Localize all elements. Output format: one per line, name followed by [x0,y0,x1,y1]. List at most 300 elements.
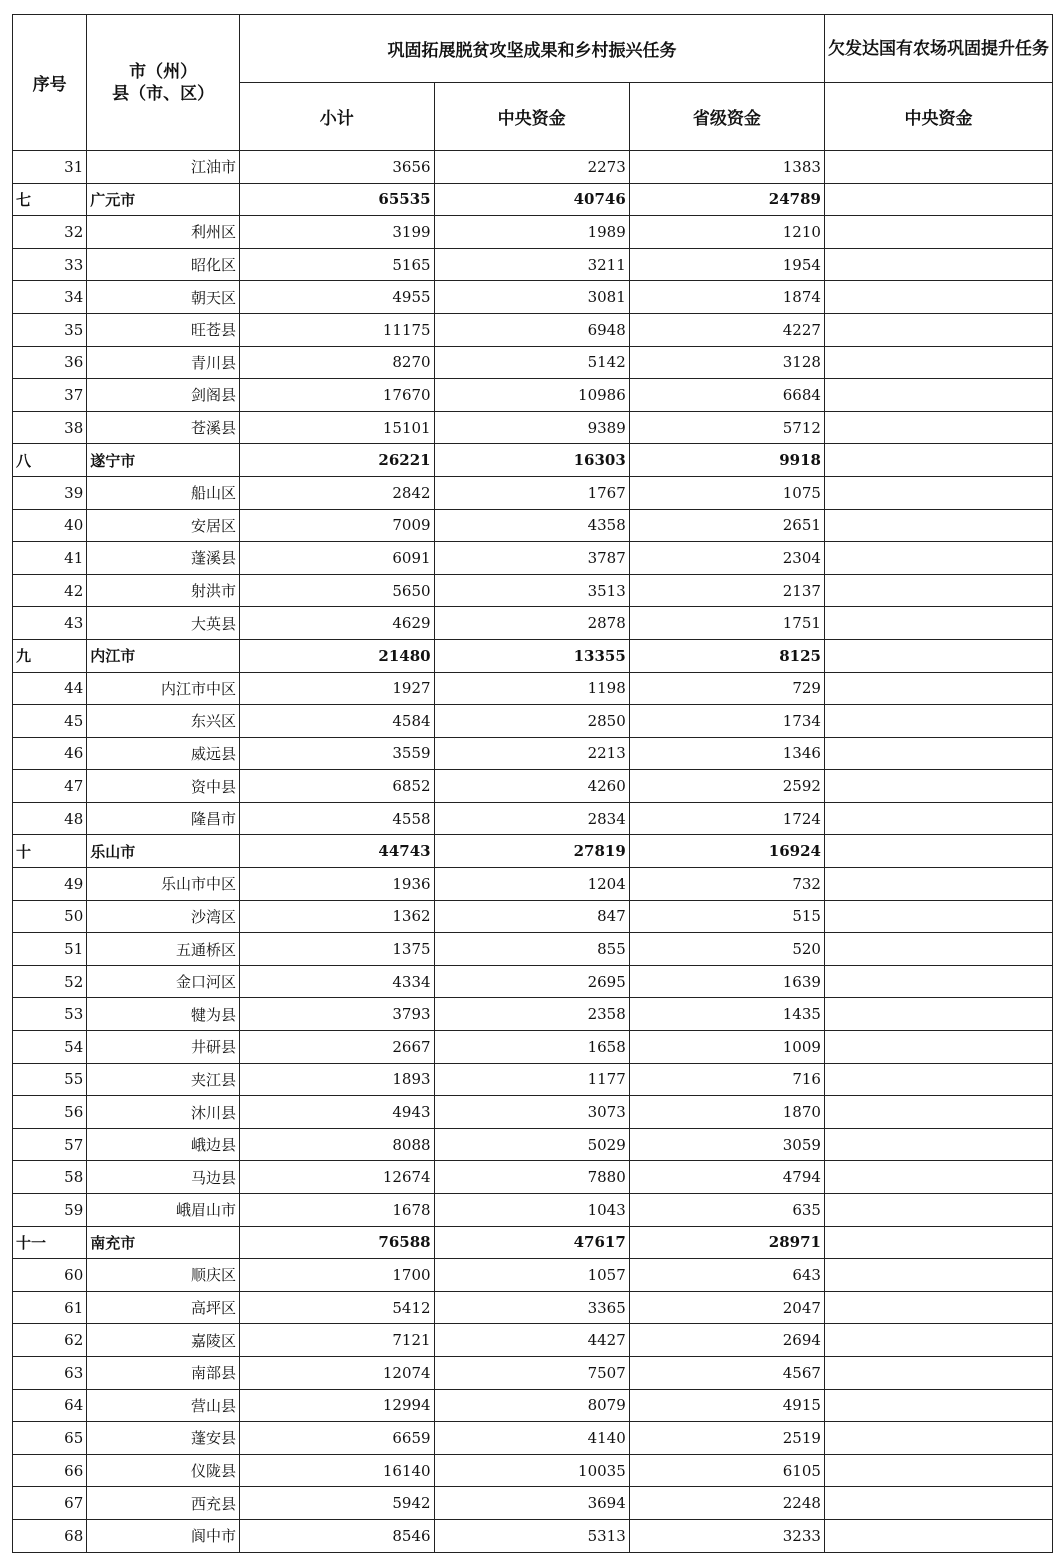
provincial-funds-cell: 28971 [629,1226,824,1259]
provincial-funds-cell: 520 [629,933,824,966]
table-row [13,900,1053,933]
farm-central-funds-cell [824,639,1052,672]
provincial-funds-cell: 3059 [629,1128,824,1161]
central-funds-cell: 3787 [434,542,629,575]
provincial-funds-cell: 24789 [629,183,824,216]
farm-central-funds-cell [824,476,1052,509]
subtotal-cell: 11175 [239,313,434,346]
subtotal-cell: 5412 [239,1291,434,1324]
table-row [13,151,1053,184]
region-name-cell: 资中县 [87,770,240,803]
seq-cell: 60 [13,1259,87,1292]
provincial-funds-cell: 732 [629,868,824,901]
subtotal-cell: 3793 [239,998,434,1031]
central-funds-cell: 2273 [434,151,629,184]
central-funds-cell: 4358 [434,509,629,542]
central-funds-cell: 47617 [434,1226,629,1259]
provincial-funds-cell: 2651 [629,509,824,542]
provincial-funds-cell: 2519 [629,1422,824,1455]
region-name-cell: 苍溪县 [87,411,240,444]
region-name-cell: 峨边县 [87,1128,240,1161]
region-name-cell: 旺苍县 [87,313,240,346]
farm-central-funds-cell [824,1128,1052,1161]
farm-central-funds-cell [824,737,1052,770]
farm-central-funds-cell [824,542,1052,575]
central-funds-cell: 16303 [434,444,629,477]
seq-cell: 66 [13,1454,87,1487]
subtotal-cell: 1700 [239,1259,434,1292]
farm-central-funds-cell [824,444,1052,477]
provincial-funds-cell: 1724 [629,802,824,835]
subtotal-cell: 4334 [239,965,434,998]
city-row [13,1226,1053,1259]
table-row [13,248,1053,281]
subtotal-cell: 5942 [239,1487,434,1520]
farm-central-funds-cell [824,1519,1052,1552]
central-funds-cell: 2213 [434,737,629,770]
farm-central-funds-cell [824,770,1052,803]
seq-cell: 九 [13,639,87,672]
seq-cell: 67 [13,1487,87,1520]
subtotal-cell: 1927 [239,672,434,705]
provincial-funds-cell: 1751 [629,607,824,640]
header-seq: 序号 [13,15,87,151]
subtotal-cell: 12994 [239,1389,434,1422]
central-funds-cell: 3211 [434,248,629,281]
subtotal-cell: 3559 [239,737,434,770]
table-row [13,379,1053,412]
provincial-funds-cell: 4915 [629,1389,824,1422]
provincial-funds-cell: 4794 [629,1161,824,1194]
table-row [13,1194,1053,1227]
region-name-cell: 大英县 [87,607,240,640]
subtotal-cell: 12074 [239,1356,434,1389]
header-central-funds: 中央资金 [434,83,629,151]
central-funds-cell: 7880 [434,1161,629,1194]
farm-central-funds-cell [824,868,1052,901]
farm-central-funds-cell [824,802,1052,835]
table-row [13,1096,1053,1129]
region-name-cell: 井研县 [87,1031,240,1064]
provincial-funds-cell: 6105 [629,1454,824,1487]
farm-central-funds-cell [824,1422,1052,1455]
farm-central-funds-cell [824,346,1052,379]
table-row [13,1422,1053,1455]
farm-central-funds-cell [824,672,1052,705]
central-funds-cell: 2878 [434,607,629,640]
farm-central-funds-cell [824,1031,1052,1064]
provincial-funds-cell: 4227 [629,313,824,346]
region-name-cell: 遂宁市 [87,444,240,477]
seq-cell: 48 [13,802,87,835]
seq-cell: 61 [13,1291,87,1324]
table-row [13,705,1053,738]
subtotal-cell: 1936 [239,868,434,901]
region-name-cell: 南部县 [87,1356,240,1389]
provincial-funds-cell: 2592 [629,770,824,803]
provincial-funds-cell: 2137 [629,574,824,607]
header-region-line1: 市（州） [129,61,198,82]
seq-cell: 52 [13,965,87,998]
region-name-cell: 高坪区 [87,1291,240,1324]
central-funds-cell: 13355 [434,639,629,672]
subtotal-cell: 8088 [239,1128,434,1161]
table-row [13,1519,1053,1552]
central-funds-cell: 2358 [434,998,629,1031]
seq-cell: 45 [13,705,87,738]
table-row [13,542,1053,575]
provincial-funds-cell: 1346 [629,737,824,770]
subtotal-cell: 1893 [239,1063,434,1096]
table-row [13,965,1053,998]
table-row [13,933,1053,966]
subtotal-cell: 4584 [239,705,434,738]
subtotal-cell: 5165 [239,248,434,281]
subtotal-cell: 2842 [239,476,434,509]
central-funds-cell: 5029 [434,1128,629,1161]
central-funds-cell: 7507 [434,1356,629,1389]
provincial-funds-cell: 1075 [629,476,824,509]
region-name-cell: 南充市 [87,1226,240,1259]
region-name-cell: 西充县 [87,1487,240,1520]
central-funds-cell: 1658 [434,1031,629,1064]
central-funds-cell: 847 [434,900,629,933]
provincial-funds-cell: 4567 [629,1356,824,1389]
table-row [13,998,1053,1031]
region-name-cell: 犍为县 [87,998,240,1031]
city-row [13,835,1053,868]
subtotal-cell: 5650 [239,574,434,607]
subtotal-cell: 7009 [239,509,434,542]
subtotal-cell: 7121 [239,1324,434,1357]
central-funds-cell: 1204 [434,868,629,901]
header-group-main: 巩固拓展脱贫攻坚成果和乡村振兴任务 [239,15,824,83]
table-row [13,281,1053,314]
provincial-funds-cell: 635 [629,1194,824,1227]
farm-central-funds-cell [824,1063,1052,1096]
central-funds-cell: 1767 [434,476,629,509]
farm-central-funds-cell [824,411,1052,444]
central-funds-cell: 5313 [434,1519,629,1552]
central-funds-cell: 2834 [434,802,629,835]
subtotal-cell: 2667 [239,1031,434,1064]
region-name-cell: 船山区 [87,476,240,509]
table-row [13,216,1053,249]
subtotal-cell: 1375 [239,933,434,966]
central-funds-cell: 1198 [434,672,629,705]
seq-cell: 35 [13,313,87,346]
central-funds-cell: 1177 [434,1063,629,1096]
seq-cell: 38 [13,411,87,444]
region-name-cell: 营山县 [87,1389,240,1422]
subtotal-cell: 6091 [239,542,434,575]
central-funds-cell: 4427 [434,1324,629,1357]
central-funds-cell: 4260 [434,770,629,803]
provincial-funds-cell: 2694 [629,1324,824,1357]
provincial-funds-cell: 9918 [629,444,824,477]
seq-cell: 68 [13,1519,87,1552]
central-funds-cell: 3073 [434,1096,629,1129]
seq-cell: 41 [13,542,87,575]
header-subtotal: 小计 [239,83,434,151]
central-funds-cell: 5142 [434,346,629,379]
farm-central-funds-cell [824,933,1052,966]
region-name-cell: 朝天区 [87,281,240,314]
table-row [13,737,1053,770]
seq-cell: 51 [13,933,87,966]
table-row [13,574,1053,607]
city-row [13,639,1053,672]
table-row [13,313,1053,346]
table-row [13,1454,1053,1487]
farm-central-funds-cell [824,313,1052,346]
farm-central-funds-cell [824,574,1052,607]
subtotal-cell: 26221 [239,444,434,477]
region-name-cell: 剑阁县 [87,379,240,412]
central-funds-cell: 3365 [434,1291,629,1324]
table-row [13,1389,1053,1422]
farm-central-funds-cell [824,1454,1052,1487]
provincial-funds-cell: 643 [629,1259,824,1292]
seq-cell: 59 [13,1194,87,1227]
seq-cell: 53 [13,998,87,1031]
seq-cell: 65 [13,1422,87,1455]
region-name-cell: 安居区 [87,509,240,542]
provincial-funds-cell: 1874 [629,281,824,314]
table-header [13,15,1053,151]
seq-cell: 64 [13,1389,87,1422]
region-name-cell: 青川县 [87,346,240,379]
table-row [13,868,1053,901]
farm-central-funds-cell [824,900,1052,933]
subtotal-cell: 44743 [239,835,434,868]
farm-central-funds-cell [824,281,1052,314]
table-row [13,802,1053,835]
farm-central-funds-cell [824,1324,1052,1357]
subtotal-cell: 1362 [239,900,434,933]
provincial-funds-cell: 8125 [629,639,824,672]
table-row [13,672,1053,705]
subtotal-cell: 76588 [239,1226,434,1259]
central-funds-cell: 4140 [434,1422,629,1455]
seq-cell: 50 [13,900,87,933]
table-row [13,1291,1053,1324]
seq-cell: 十 [13,835,87,868]
farm-central-funds-cell [824,1194,1052,1227]
subtotal-cell: 4943 [239,1096,434,1129]
central-funds-cell: 6948 [434,313,629,346]
table-row [13,770,1053,803]
seq-cell: 32 [13,216,87,249]
central-funds-cell: 3081 [434,281,629,314]
central-funds-cell: 40746 [434,183,629,216]
seq-cell: 44 [13,672,87,705]
seq-cell: 31 [13,151,87,184]
seq-cell: 56 [13,1096,87,1129]
header-region [87,15,240,151]
farm-central-funds-cell [824,379,1052,412]
seq-cell: 34 [13,281,87,314]
seq-cell: 43 [13,607,87,640]
provincial-funds-cell: 3128 [629,346,824,379]
central-funds-cell: 1043 [434,1194,629,1227]
seq-cell: 55 [13,1063,87,1096]
provincial-funds-cell: 6684 [629,379,824,412]
region-name-cell: 蓬安县 [87,1422,240,1455]
region-name-cell: 东兴区 [87,705,240,738]
farm-central-funds-cell [824,1259,1052,1292]
seq-cell: 42 [13,574,87,607]
subtotal-cell: 17670 [239,379,434,412]
provincial-funds-cell: 716 [629,1063,824,1096]
farm-central-funds-cell [824,151,1052,184]
central-funds-cell: 3513 [434,574,629,607]
provincial-funds-cell: 3233 [629,1519,824,1552]
table-row [13,411,1053,444]
provincial-funds-cell: 2304 [629,542,824,575]
region-name-cell: 阆中市 [87,1519,240,1552]
table-row [13,1487,1053,1520]
central-funds-cell: 2695 [434,965,629,998]
farm-central-funds-cell [824,248,1052,281]
farm-central-funds-cell [824,1096,1052,1129]
farm-central-funds-cell [824,1161,1052,1194]
region-name-cell: 沙湾区 [87,900,240,933]
seq-cell: 58 [13,1161,87,1194]
subtotal-cell: 65535 [239,183,434,216]
seq-cell: 37 [13,379,87,412]
table-row [13,1128,1053,1161]
central-funds-cell: 855 [434,933,629,966]
region-name-cell: 江油市 [87,151,240,184]
seq-cell: 62 [13,1324,87,1357]
header-provincial-funds: 省级资金 [629,83,824,151]
subtotal-cell: 3656 [239,151,434,184]
farm-central-funds-cell [824,1291,1052,1324]
subtotal-cell: 3199 [239,216,434,249]
farm-central-funds-cell [824,1226,1052,1259]
header-group-farm: 欠发达国有农场巩固提升任务 [824,15,1052,83]
region-name-cell: 仪陇县 [87,1454,240,1487]
farm-central-funds-cell [824,509,1052,542]
region-name-cell: 五通桥区 [87,933,240,966]
allocation-table [12,14,1053,1553]
provincial-funds-cell: 1009 [629,1031,824,1064]
region-name-cell: 乐山市中区 [87,868,240,901]
farm-central-funds-cell [824,965,1052,998]
seq-cell: 49 [13,868,87,901]
header-farm-central-funds: 中央资金 [824,83,1052,151]
central-funds-cell: 27819 [434,835,629,868]
city-row [13,183,1053,216]
subtotal-cell: 12674 [239,1161,434,1194]
provincial-funds-cell: 1954 [629,248,824,281]
region-name-cell: 峨眉山市 [87,1194,240,1227]
region-name-cell: 乐山市 [87,835,240,868]
farm-central-funds-cell [824,183,1052,216]
subtotal-cell: 8546 [239,1519,434,1552]
seq-cell: 54 [13,1031,87,1064]
seq-cell: 33 [13,248,87,281]
subtotal-cell: 21480 [239,639,434,672]
subtotal-cell: 16140 [239,1454,434,1487]
seq-cell: 36 [13,346,87,379]
provincial-funds-cell: 515 [629,900,824,933]
provincial-funds-cell: 16924 [629,835,824,868]
seq-cell: 57 [13,1128,87,1161]
region-name-cell: 内江市 [87,639,240,672]
farm-central-funds-cell [824,216,1052,249]
provincial-funds-cell: 5712 [629,411,824,444]
subtotal-cell: 4629 [239,607,434,640]
farm-central-funds-cell [824,1389,1052,1422]
provincial-funds-cell: 1734 [629,705,824,738]
provincial-funds-cell: 1639 [629,965,824,998]
table-body [13,151,1053,1553]
subtotal-cell: 4955 [239,281,434,314]
region-name-cell: 蓬溪县 [87,542,240,575]
central-funds-cell: 10035 [434,1454,629,1487]
provincial-funds-cell: 1870 [629,1096,824,1129]
farm-central-funds-cell [824,835,1052,868]
provincial-funds-cell: 2047 [629,1291,824,1324]
table-row [13,1356,1053,1389]
region-name-cell: 马边县 [87,1161,240,1194]
provincial-funds-cell: 1210 [629,216,824,249]
table-row [13,346,1053,379]
table-row [13,509,1053,542]
provincial-funds-cell: 1435 [629,998,824,1031]
farm-central-funds-cell [824,705,1052,738]
region-name-cell: 威远县 [87,737,240,770]
subtotal-cell: 4558 [239,802,434,835]
subtotal-cell: 6852 [239,770,434,803]
region-name-cell: 利州区 [87,216,240,249]
farm-central-funds-cell [824,1487,1052,1520]
provincial-funds-cell: 2248 [629,1487,824,1520]
table-row [13,476,1053,509]
farm-central-funds-cell [824,607,1052,640]
region-name-cell: 隆昌市 [87,802,240,835]
central-funds-cell: 10986 [434,379,629,412]
seq-cell: 40 [13,509,87,542]
seq-cell: 47 [13,770,87,803]
table-row [13,1324,1053,1357]
region-name-cell: 广元市 [87,183,240,216]
region-name-cell: 沐川县 [87,1096,240,1129]
central-funds-cell: 2850 [434,705,629,738]
central-funds-cell: 1057 [434,1259,629,1292]
region-name-cell: 嘉陵区 [87,1324,240,1357]
region-name-cell: 内江市中区 [87,672,240,705]
table-row [13,1031,1053,1064]
seq-cell: 46 [13,737,87,770]
central-funds-cell: 9389 [434,411,629,444]
subtotal-cell: 6659 [239,1422,434,1455]
table-row [13,607,1053,640]
central-funds-cell: 3694 [434,1487,629,1520]
seq-cell: 八 [13,444,87,477]
region-name-cell: 顺庆区 [87,1259,240,1292]
table-row [13,1063,1053,1096]
seq-cell: 39 [13,476,87,509]
seq-cell: 七 [13,183,87,216]
region-name-cell: 昭化区 [87,248,240,281]
subtotal-cell: 15101 [239,411,434,444]
central-funds-cell: 8079 [434,1389,629,1422]
seq-cell: 63 [13,1356,87,1389]
table-row [13,1161,1053,1194]
